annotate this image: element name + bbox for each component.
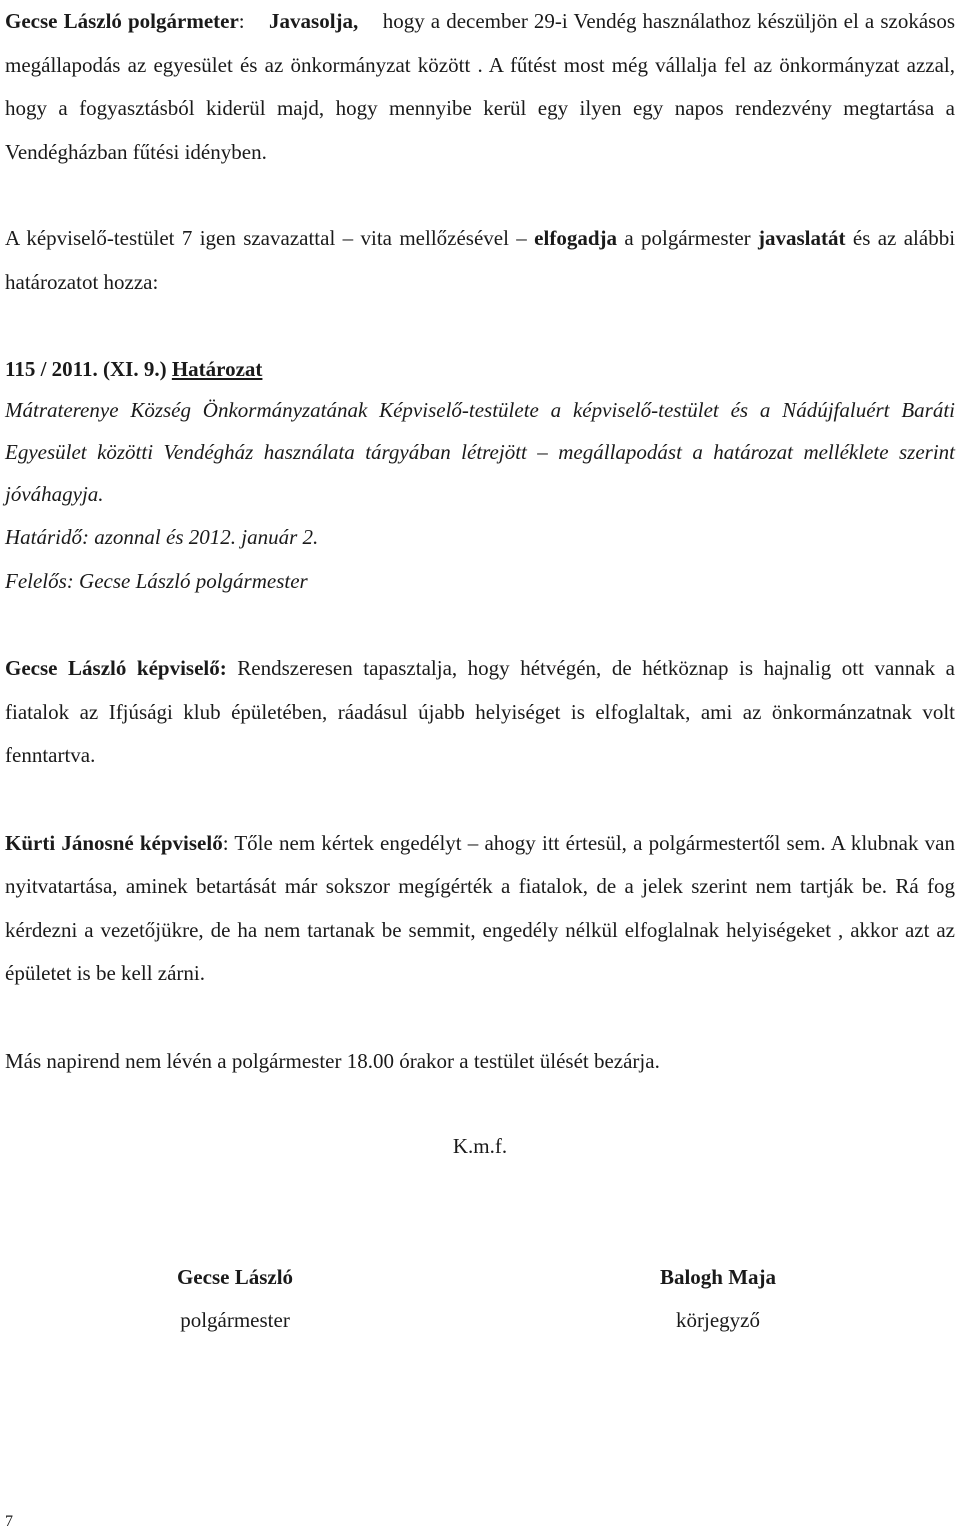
spacer xyxy=(5,1169,955,1256)
mayor-proposal-paragraph xyxy=(5,0,955,174)
mayor-speaker: Gecse László polgármeter xyxy=(5,9,239,33)
vote-paragraph xyxy=(5,217,955,304)
vote-accepts: elfogadja xyxy=(534,226,617,250)
page-number: 7 xyxy=(5,1513,13,1530)
document-page xyxy=(5,0,955,1346)
proposal-verb: Javasolja, xyxy=(269,9,359,33)
spacer xyxy=(5,304,955,347)
signature-mayor-name: Gecse László xyxy=(176,1264,294,1289)
kurti-speaker: Kürti Jánosné képviselő xyxy=(5,830,223,855)
representative-kurti-paragraph xyxy=(5,822,955,996)
vote-text-c: és az alábbi határozatot hozza: xyxy=(5,226,956,294)
proposal-text: hogy a december 29-i Vendég használathoz készüljön el a szokásos megállapodás az egyesület és az önkormányzat között . A fűtést most még vállalja fel az önkormányzat azzal, hogy a fogyasztásból kiderül majd, hogy mennyibe kerül egy ilyen egy napos rendezvény megtartása a Vendégházban fűtési idényben. xyxy=(5,9,956,164)
representative-gecse-paragraph xyxy=(5,647,955,778)
signature-mayor xyxy=(105,1256,365,1343)
resolution-number: 115 / 2011. (XI. 9.) xyxy=(5,357,167,381)
resolution-deadline: Határidő: azonnal és 2012. január 2. xyxy=(5,525,319,549)
spacer xyxy=(5,174,955,217)
resolution-heading xyxy=(5,349,955,389)
closing-sentence: Más napirend nem lévén a polgármester 18.00 órakor a testület ülését bezárja. xyxy=(5,1048,660,1073)
resolution-label: Határozat xyxy=(171,357,263,381)
vote-text-b: a polgármester xyxy=(624,226,751,250)
spacer xyxy=(5,778,955,822)
signature-notary-name: Balogh Maja xyxy=(659,1264,777,1289)
resolution-responsible: Felelős: Gecse László polgármester xyxy=(5,569,308,593)
gecse-speaker: Gecse László képviselő: xyxy=(5,656,227,680)
spacer xyxy=(5,1083,955,1125)
spacer xyxy=(5,603,955,647)
signature-notary xyxy=(588,1256,848,1343)
gecse-text: Rendszeresen tapasztalja, hogy hétvégén, de hétköznap is hajnalig ott vannak a fiatalok az Ifjúsági klub épületében, ráadásul újabb helyiséget is elfoglaltak, ami az önkormánzatnak volt fenntartva. xyxy=(5,656,955,767)
spacer xyxy=(5,996,955,1040)
signature-mayor-title: polgármester xyxy=(180,1308,290,1332)
signature-block xyxy=(5,1256,955,1346)
kmf-mark: K.m.f. xyxy=(452,1134,508,1158)
signature-notary-title: körjegyző xyxy=(676,1308,760,1332)
speaker-colon: : xyxy=(238,9,245,33)
kurti-text: : Tőle nem kértek engedélyt – ahogy itt értesül, a polgármestertől sem. A klubnak van nyitvatartása, aminek betartását már sokszor megígérték a fiatalok, de a jelek szerint nem tartják be. Rá fog kérdezni a vezetőjükre, de ha nem tartanak be semmit, engedély nélkül elfoglalnak helyiségeket , akkor azt az épületet is be kell zárni. xyxy=(5,830,955,985)
vote-text-a: A képviselő-testület 7 igen szavazattal – vita mellőzésével – xyxy=(5,226,527,250)
resolution-body: Mátraterenye Község Önkormányzatának Képviselő-testülete a képviselő-testület és a Nádújfaluért Baráti Egyesület közötti Vendégház használata tárgyában létrejött – megállapodást a határozat melléklete szerint jóváhagyja. xyxy=(5,398,955,506)
vote-proposal: javaslatát xyxy=(758,226,846,250)
